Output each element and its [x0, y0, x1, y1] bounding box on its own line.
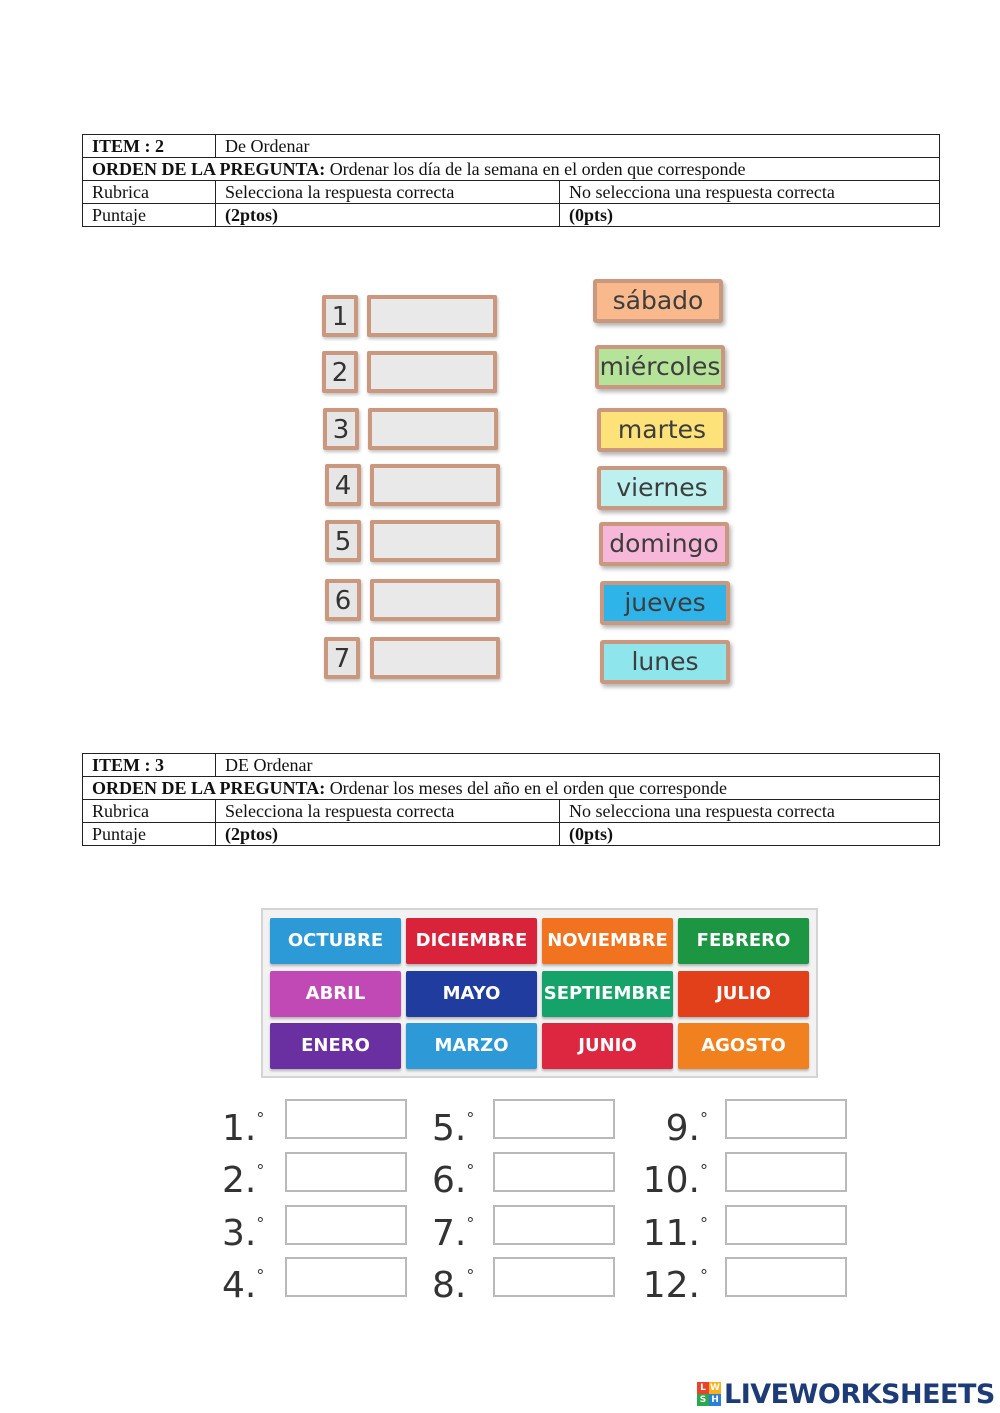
ordinal-label — [628, 1149, 708, 1201]
month-card-septiembre[interactable]: SEPTIEMBRE — [542, 971, 673, 1017]
month-answer-1[interactable] — [285, 1099, 407, 1139]
question-text: Ordenar los meses del año en el orden que corresponde — [325, 778, 728, 798]
month-card-julio[interactable]: JULIO — [678, 971, 809, 1017]
item3-table — [82, 753, 940, 846]
month-card-diciembre[interactable]: DICIEMBRE — [406, 918, 537, 964]
month-answer-8[interactable] — [493, 1257, 615, 1297]
day-number: 2 — [322, 351, 358, 393]
question-row — [83, 158, 940, 181]
logo-tile: S — [697, 1394, 709, 1406]
liveworksheets-logo-icon — [697, 1382, 721, 1406]
item-type: De Ordenar — [216, 135, 940, 158]
rubric-label: Rubrica — [83, 181, 216, 204]
month-answer-2[interactable] — [285, 1152, 407, 1192]
month-card-febrero[interactable]: FEBRERO — [678, 918, 809, 964]
day-number: 7 — [324, 637, 360, 679]
month-card-marzo[interactable]: MARZO — [406, 1023, 537, 1069]
month-card-enero[interactable]: ENERO — [270, 1023, 401, 1069]
day-card-viernes[interactable]: viernes — [597, 466, 727, 510]
ordinal-number: 7. — [432, 1213, 467, 1254]
ordinal-label — [432, 1202, 492, 1254]
month-answer-12[interactable] — [725, 1257, 847, 1297]
degree-mark: ° — [256, 1266, 265, 1285]
ordinal-number: 9. — [665, 1108, 700, 1149]
ordinal-number: 6. — [432, 1160, 467, 1201]
month-answer-10[interactable] — [725, 1152, 847, 1192]
degree-mark: ° — [700, 1214, 708, 1233]
months-card-panel — [261, 908, 818, 1078]
rubric-correct: Selecciona la respuesta correcta — [216, 181, 560, 204]
item-number: ITEM : 3 — [83, 754, 216, 777]
item2-table — [82, 134, 940, 227]
day-card-lunes[interactable]: lunes — [600, 640, 730, 684]
degree-mark: ° — [700, 1161, 708, 1180]
degree-mark: ° — [466, 1109, 475, 1128]
month-answer-7[interactable] — [493, 1205, 615, 1245]
degree-mark: ° — [466, 1161, 475, 1180]
ordinal-number: 10. — [642, 1160, 700, 1201]
day-number: 6 — [325, 579, 361, 621]
ordinal-label — [628, 1254, 708, 1306]
rubric-label: Rubrica — [83, 800, 216, 823]
degree-mark: ° — [700, 1109, 708, 1128]
ordinal-number: 4. — [222, 1265, 257, 1306]
question-row — [83, 777, 940, 800]
day-slot-5[interactable] — [370, 520, 500, 562]
month-card-octubre[interactable]: OCTUBRE — [270, 918, 401, 964]
logo-tile: W — [710, 1383, 720, 1393]
ordinal-number: 12. — [642, 1265, 700, 1306]
month-card-noviembre[interactable]: NOVIEMBRE — [542, 918, 673, 964]
ordinal-number: 3. — [222, 1213, 257, 1254]
ordinal-number: 11. — [642, 1213, 700, 1254]
ordinal-label — [222, 1254, 282, 1306]
brand-name: LIVEWORKSHEETS — [724, 1378, 995, 1410]
day-card-miercoles[interactable]: miércoles — [595, 345, 725, 389]
rubric-incorrect: No selecciona una respuesta correcta — [560, 181, 940, 204]
ordinal-label — [222, 1202, 282, 1254]
ordinal-label — [432, 1254, 492, 1306]
item-type: DE Ordenar — [216, 754, 940, 777]
score-incorrect: (0pts) — [560, 204, 940, 227]
degree-mark: ° — [256, 1109, 265, 1128]
month-card-junio[interactable]: JUNIO — [542, 1023, 673, 1069]
day-card-jueves[interactable]: jueves — [600, 581, 730, 625]
degree-mark: ° — [256, 1161, 265, 1180]
ordinal-number: 1. — [222, 1108, 257, 1149]
month-answer-6[interactable] — [493, 1152, 615, 1192]
month-card-agosto[interactable]: AGOSTO — [678, 1023, 809, 1069]
day-card-sabado[interactable]: sábado — [593, 279, 723, 323]
ordinal-label — [628, 1202, 708, 1254]
score-label: Puntaje — [83, 204, 216, 227]
ordinal-number: 5. — [432, 1108, 467, 1149]
day-number: 1 — [322, 295, 358, 337]
month-card-mayo[interactable]: MAYO — [406, 971, 537, 1017]
question-text: Ordenar los día de la semana en el orden que corresponde — [325, 159, 746, 179]
ordinal-number: 2. — [222, 1160, 257, 1201]
day-slot-1[interactable] — [367, 295, 497, 337]
degree-mark: ° — [466, 1266, 475, 1285]
score-correct: (2ptos) — [216, 204, 560, 227]
ordinal-number: 8. — [432, 1265, 467, 1306]
score-incorrect: (0pts) — [560, 823, 940, 846]
day-slot-4[interactable] — [370, 464, 500, 506]
logo-tile: L — [697, 1382, 709, 1394]
day-card-domingo[interactable]: domingo — [599, 522, 729, 566]
day-slot-7[interactable] — [370, 637, 500, 679]
degree-mark: ° — [256, 1214, 265, 1233]
day-slot-6[interactable] — [370, 579, 500, 621]
ordinal-label — [222, 1097, 282, 1149]
day-card-martes[interactable]: martes — [597, 408, 727, 452]
question-label: ORDEN DE LA PREGUNTA: — [92, 159, 326, 179]
day-number: 3 — [323, 408, 359, 450]
day-slot-2[interactable] — [367, 351, 497, 393]
degree-mark: ° — [466, 1214, 475, 1233]
ordinal-label — [222, 1149, 282, 1201]
month-answer-5[interactable] — [493, 1099, 615, 1139]
item-number: ITEM : 2 — [83, 135, 216, 158]
score-correct: (2ptos) — [216, 823, 560, 846]
ordinal-label — [432, 1149, 492, 1201]
degree-mark: ° — [700, 1266, 708, 1285]
ordinal-label — [628, 1097, 708, 1149]
score-label: Puntaje — [83, 823, 216, 846]
question-label: ORDEN DE LA PREGUNTA: — [92, 778, 326, 798]
month-answer-9[interactable] — [725, 1099, 847, 1139]
day-slot-3[interactable] — [368, 408, 498, 450]
rubric-correct: Selecciona la respuesta correcta — [216, 800, 560, 823]
day-number: 5 — [325, 520, 361, 562]
day-number: 4 — [325, 464, 361, 506]
month-card-abril[interactable]: ABRIL — [270, 971, 401, 1017]
logo-tile: H — [709, 1394, 721, 1406]
liveworksheets-brand[interactable] — [697, 1378, 995, 1410]
ordinal-label — [432, 1097, 492, 1149]
month-answer-4[interactable] — [285, 1257, 407, 1297]
month-answer-11[interactable] — [725, 1205, 847, 1245]
rubric-incorrect: No selecciona una respuesta correcta — [560, 800, 940, 823]
month-answer-3[interactable] — [285, 1205, 407, 1245]
